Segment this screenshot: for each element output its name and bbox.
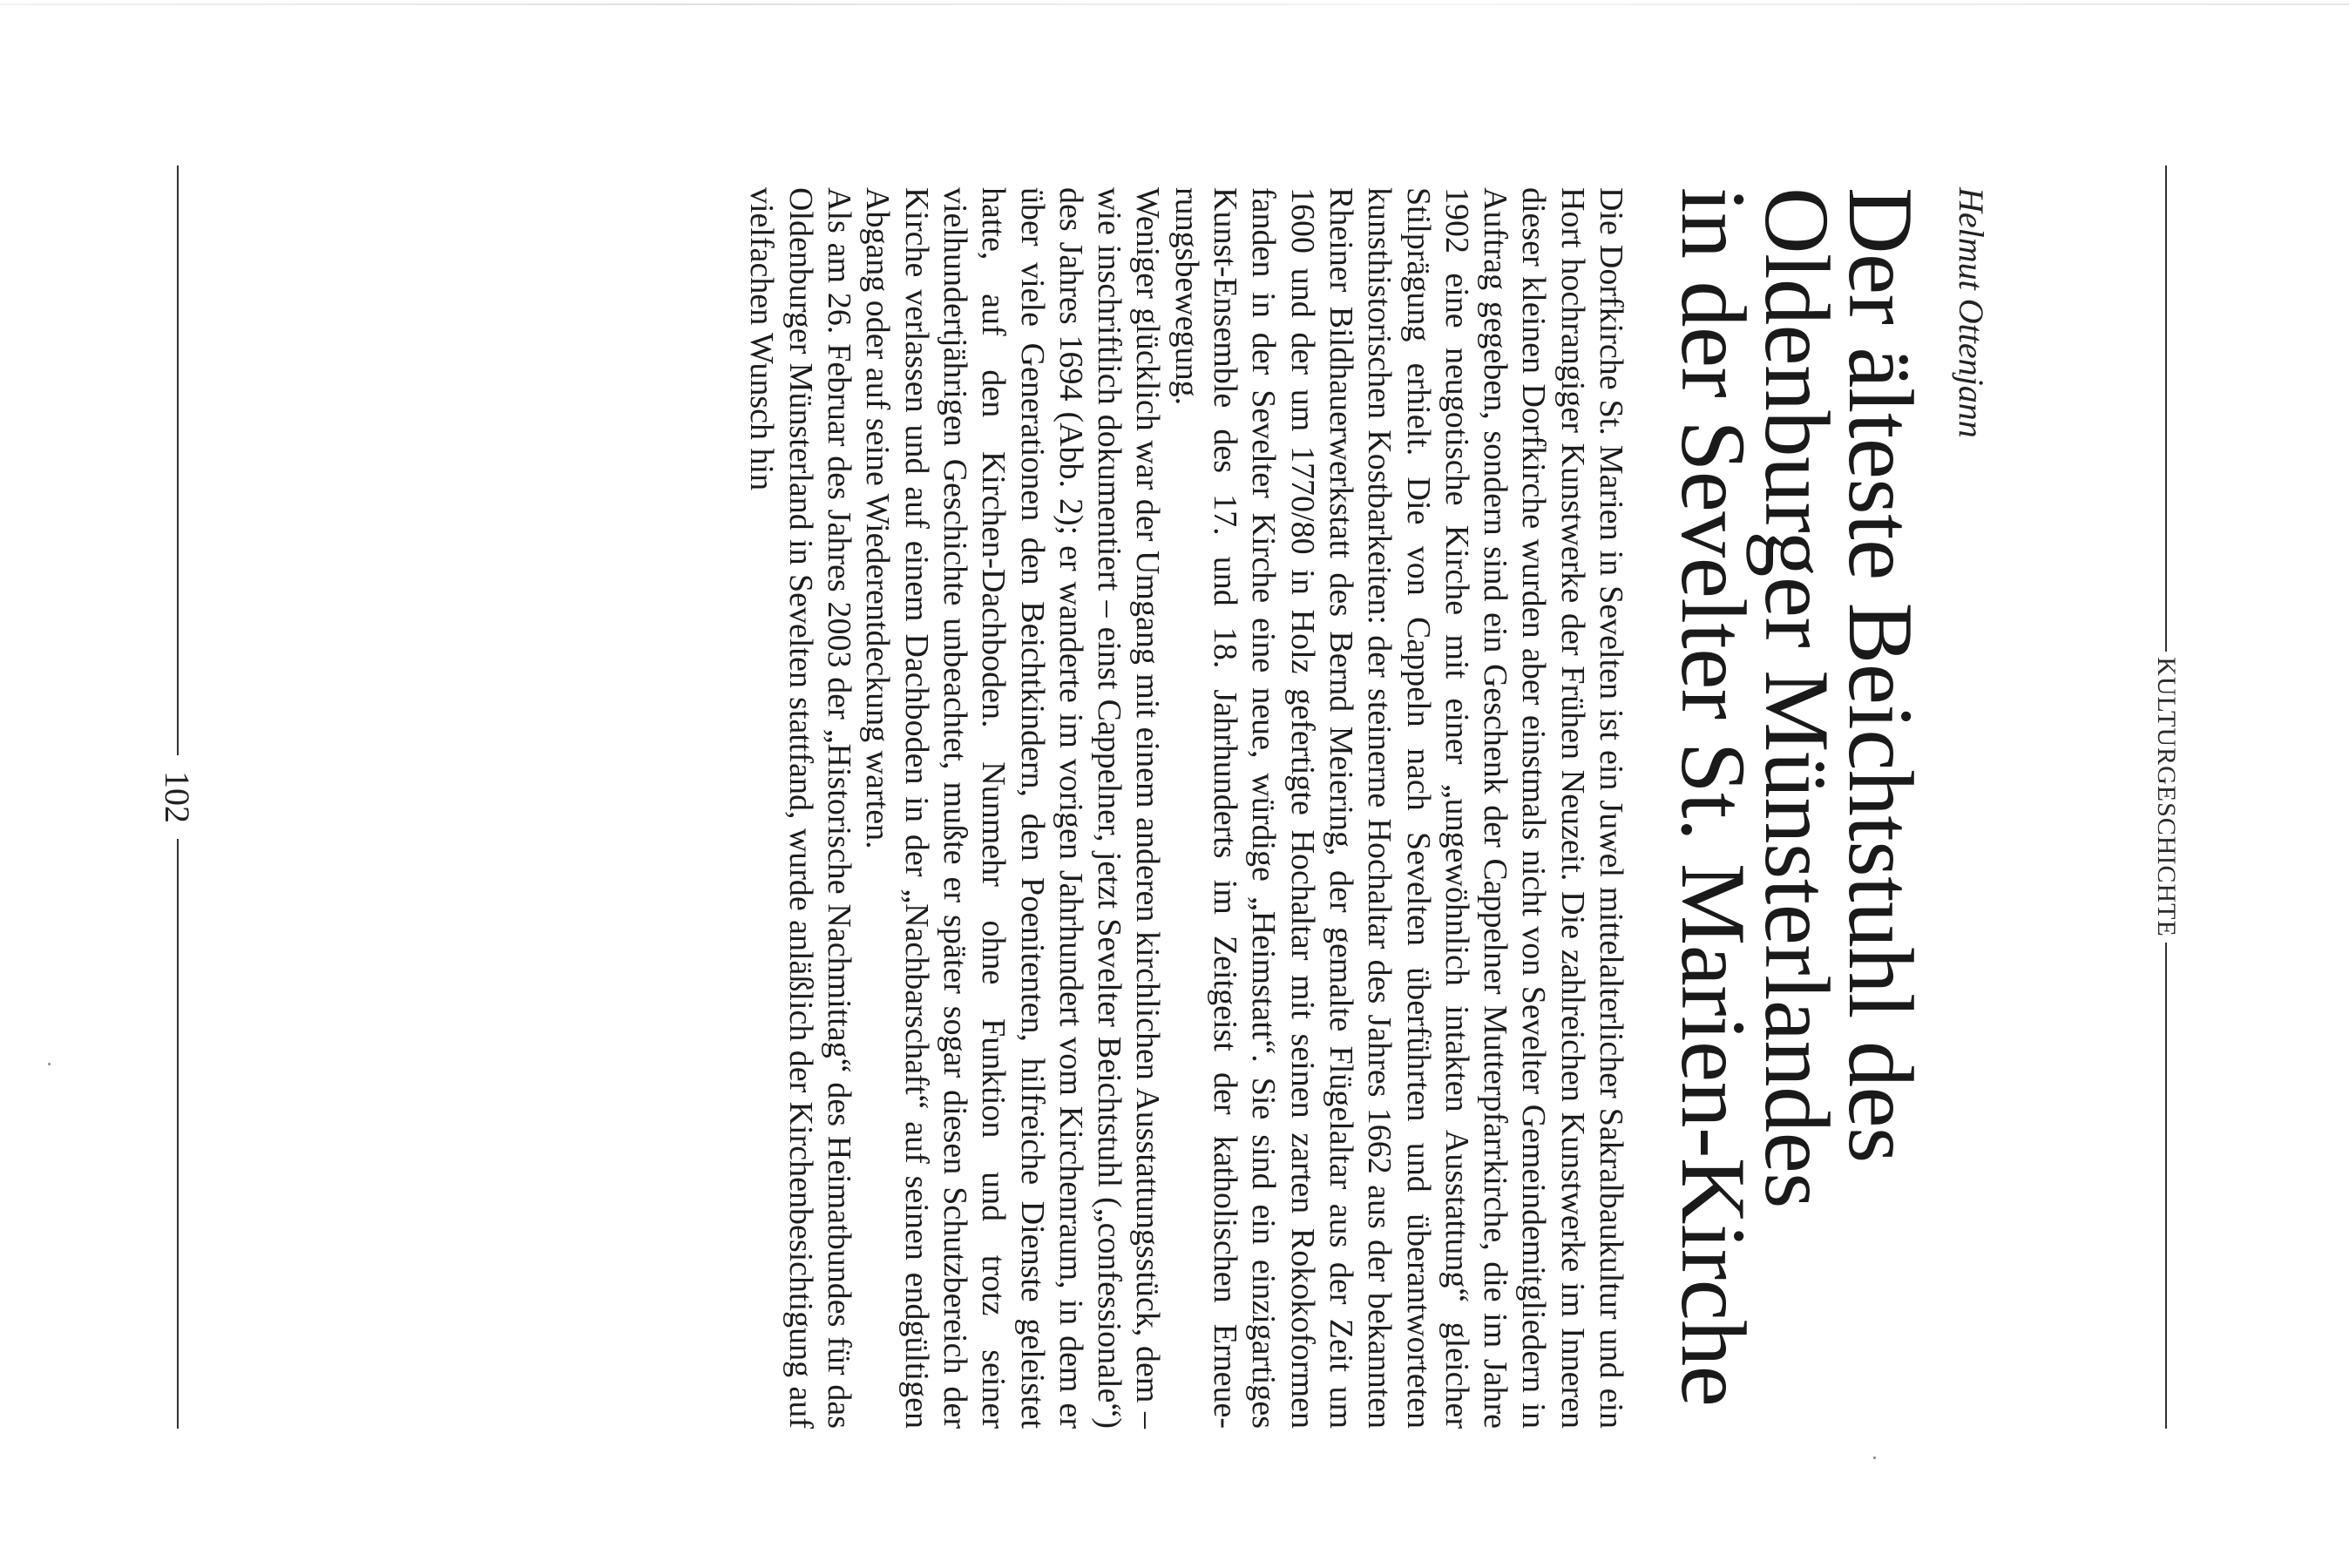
running-head-label: KULTURGESCHICHTE: [2152, 657, 2181, 937]
title-line: in der Sevelter St. Marien-Kirche: [1662, 187, 1764, 1407]
scan-speck: [1873, 1456, 1876, 1459]
scan-speck: [48, 1063, 51, 1065]
author-name: Helmut Ottenjann: [1952, 187, 1991, 438]
running-head-rule-left: [2165, 166, 2167, 652]
title-line: Der älteste Beichtstuhl des: [1830, 187, 1932, 1163]
title-line: Oldenburger Münsterlandes: [1746, 187, 1848, 1208]
page-number: 102: [158, 771, 198, 823]
footer-rule-right: [177, 839, 179, 1429]
running-head: [2149, 166, 2183, 1429]
article-title: [1662, 187, 1932, 1450]
article-body: [742, 187, 1630, 1429]
footer-rule-left: [177, 166, 179, 755]
running-head-rule-right: [2165, 943, 2167, 1429]
page-footer: [159, 166, 197, 1429]
body-paragraph: Als am 26. Februar des Jahres 2003 der „Historische Nachmittag“ des Heimatbundes für das Oldenburger Münsterland in Sevelten stattfand, wurde anläßlich der Kirchenbesichtigung auf vielfachen Wunsch hin: [743, 187, 858, 1429]
body-paragraph: Weniger glücklich war der Umgang mit einem anderen kirchlichen Ausstattungsstück, dem – wie inschriftlich dokumentiert – einst Cappelner, jetzt Sevelter Beichtstuhl („confessionale“) des Jahres 1694 (Abb. 2); er wanderte im vorigen Jahrhundert vom Kirchenraum, in dem er über viele Generationen den Beichtkindern, den Poenitenten, hilfreiche Dienste geleistet hatte, auf den Kirchen-Dachboden. Nunmehr ohne Funktion und trotz seiner vielhundertjährigen Geschichte unbeachtet, mußte er später sogar diesen Schutzbereich der Kirche verlassen und auf einem Dachboden in der „Nachbarschaft“ auf seinen endgültigen Abgang oder auf seine Wiederentdeckung warten.: [859, 187, 1167, 1429]
body-paragraph: Die Dorfkirche St. Marien in Sevelten ist ein Juwel mittelalterlicher Sakralbaukultur und ein Hort hochrangiger Kunstwerke der Frühen Neuzeit. Die zahlreichen Kunstwerke im Inneren dieser kleinen Dorfkirche wurden aber einstmals nicht von Sevelter Gemeindemitgliedern in Auftrag gegeben, sondern sind ein Geschenk der Cappelner Mutterpfarrkirche, die im Jahre 1902 eine neugotische Kirche mit einer „ungewöhnlich intakten Ausstattung“ gleicher Stilprägung erhielt. Die von Cappeln nach Sevelten überführten und überantworteten kunsthistorischen Kostbarkeiten: der steinerne Hochaltar des Jahres 1662 aus der bekannten Rheiner Bildhauerwerkstatt des Bernd Meiering, der gemalte Flügelaltar aus der Zeit um 1600 und der um 1770/80 in Holz gefertigte Hochaltar mit seinen zarten Rokokoformen fanden in der Sevelter Kirche eine neue, würdige „Heimstatt“. Sie sind ein einzigartiges Kunst-Ensemble des 17. und 18. Jahrhunderts im Zeitgeist der katholischen Erneuerungsbewegung.: [1168, 187, 1629, 1429]
